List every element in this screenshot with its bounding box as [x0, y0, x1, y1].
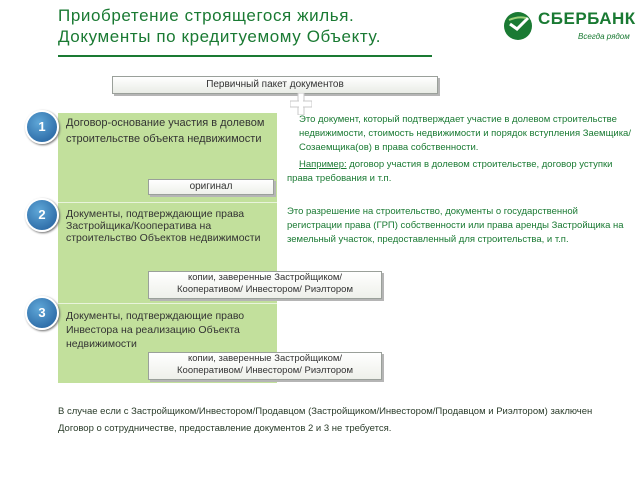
badge-3: 3 — [25, 296, 59, 330]
logo-name: СБЕРБАНК — [538, 9, 636, 28]
logo-slogan: Всегда рядом — [578, 32, 630, 41]
page-title — [58, 5, 458, 47]
divider — [58, 303, 277, 304]
description-1: Это документ, который подтверждает участие в долевом строительстве недвижимости, стоимость недвижимости и порядок вступления Заемщика/Созаемщика(ов) в права собственности. — [299, 114, 631, 153]
divider — [58, 202, 277, 203]
badge-2: 2 — [25, 198, 59, 232]
title-underline — [58, 55, 432, 57]
document-item-1: Договор-основание участия в долевом строительстве объекта недвижимости — [66, 117, 265, 145]
packet-header: Первичный пакет документов — [112, 76, 438, 94]
example-label: Например: — [299, 159, 347, 170]
document-item-2: Документы, подтверждающие права Застройщика/Кооператива на строительство Объектов недвижимости — [66, 208, 261, 244]
title-line-1: Приобретение строящегося жилья. — [58, 6, 355, 25]
plus-icon — [290, 93, 312, 115]
description-2: Это разрешение на строительство, документы о государственной регистрации права (ГРП) собственности или права аренды Застройщика на земельный участок, предоставленный для строительства, и т.п. — [287, 206, 624, 245]
bottom-note: В случае если с Застройщиком/Инвестором/Продавцом (Застройщиком/Инвестором/Продавцом и Риэлтором) заключен Договор о сотрудничестве, предоставление документов 2 и 3 не требуется. — [58, 406, 593, 434]
example-text: договор участия в долевом строительстве, договор уступки права требования и т.п. — [287, 159, 613, 184]
copies-line-1: копии, заверенные Застройщиком/ — [187, 353, 343, 364]
document-item-3: Документы, подтверждающие право Инвестора на реализацию Объекта недвижимости — [66, 310, 245, 350]
copies-line-2: Кооперативом/ Инвестором/ Риэлтором — [177, 365, 353, 376]
copies-pill-2 — [148, 352, 382, 380]
original-pill: оригинал — [148, 179, 274, 195]
copies-pill-1 — [148, 271, 382, 299]
copies-line-1: копии, заверенные Застройщиком/ — [187, 272, 343, 283]
description-example — [287, 158, 627, 186]
badge-1: 1 — [25, 110, 59, 144]
title-line-2: Документы по кредитуемому Объекту. — [58, 27, 382, 46]
copies-line-2: Кооперативом/ Инвестором/ Риэлтором — [177, 284, 353, 295]
